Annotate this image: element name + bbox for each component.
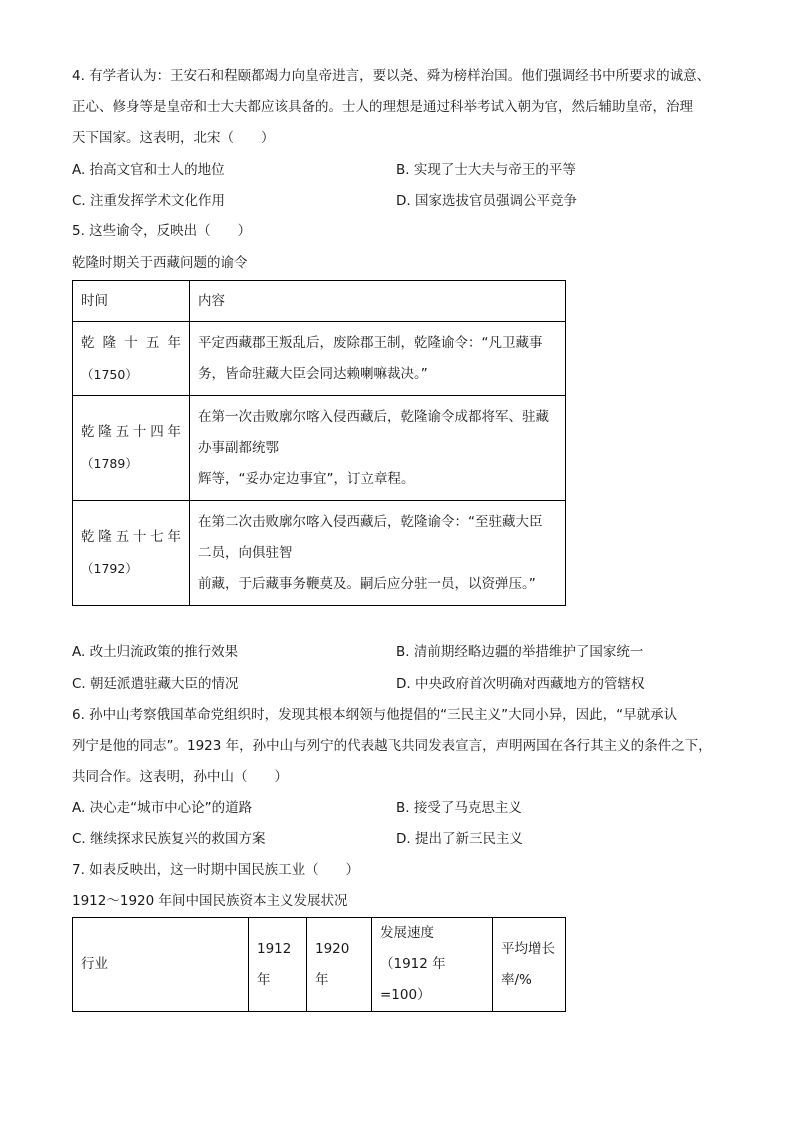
q5-table xyxy=(72,280,566,606)
row-content-line: 务，皆命驻藏大臣会同达赖喇嘛裁决。” xyxy=(198,365,428,382)
row-content-line: 在第二次击败廓尔喀入侵西藏后，乾隆谕令：“至驻藏大臣 xyxy=(198,513,543,530)
row-content-line: 前藏，于后藏事务鞭莫及。嗣后应分驻一员，以资弹压。” xyxy=(198,575,536,592)
table-row xyxy=(73,396,566,501)
row-content-line: 在第一次击败廓尔喀入侵西藏后，乾隆谕令成都将军、驻藏 xyxy=(198,408,549,425)
header-time: 时间 xyxy=(73,281,190,322)
header-speed xyxy=(372,918,493,1012)
header-industry: 行业 xyxy=(73,918,249,1012)
q6-option-c: C. 继续探求民族复兴的救国方案 xyxy=(72,831,266,847)
q6-option-b: B. 接受了马克思主义 xyxy=(396,800,522,816)
q4-line1: 4. 有学者认为：王安石和程颐都竭力向皇帝进言，要以尧、舜为榜样治国。他们强调经书中所要求的诚意、 xyxy=(72,68,711,84)
table-header-row xyxy=(73,918,566,1012)
q4-option-d: D. 国家选拔官员强调公平竞争 xyxy=(396,193,577,209)
q6-line1: 6. 孙中山考察俄国革命党组织时，发现其根本纲领与他提倡的“三民主义”大同小异，因此，“早就承认 xyxy=(72,707,678,723)
row-content-line: 办事副都统鄂 xyxy=(198,439,279,456)
q6-line3: 共同合作。这表明，孙中山（ ） xyxy=(72,769,288,785)
q6-option-a: A. 决心走“城市中心论”的道路 xyxy=(72,800,253,816)
table-row xyxy=(73,501,566,606)
q7-stem: 7. 如表反映出，这一时期中国民族工业（ ） xyxy=(72,862,360,878)
q7-table xyxy=(72,917,566,1012)
row-time: 乾隆五十七年 xyxy=(81,529,181,545)
header-1912 xyxy=(249,918,307,1012)
header-content: 内容 xyxy=(190,281,566,322)
q5-stem: 5. 这些谕令，反映出（ ） xyxy=(72,223,252,239)
row-content-line: 平定西藏郡王叛乱后，废除郡王制，乾隆谕令：“凡卫藏事 xyxy=(198,334,543,351)
row-year: （1789） xyxy=(81,456,138,471)
q5-table-caption: 乾隆时期关于西藏问题的谕令 xyxy=(72,255,248,271)
header-speed-line: （1912 年=100） xyxy=(380,956,446,1003)
header-growth-line: 平均增长 xyxy=(501,940,555,957)
row-year: （1750） xyxy=(81,366,138,382)
row-content-line: 辉等，“妥办定边事宜”，订立章程。 xyxy=(198,470,415,487)
table-header-row xyxy=(73,281,566,322)
header-1912-line: 1912 xyxy=(257,940,292,957)
header-growth xyxy=(493,918,566,1012)
q6-line2: 列宁是他的同志”。1923 年，孙中山与列宁的代表越飞共同发表宣言，声明两国在各行其主义的条件之下， xyxy=(72,738,712,754)
header-1920: 1920 年 xyxy=(307,918,372,1012)
q5-option-a: A. 改土归流政策的推行效果 xyxy=(72,644,239,660)
row-time: 乾隆十五年 xyxy=(81,334,181,351)
q5-option-c: C. 朝廷派遣驻藏大臣的情况 xyxy=(72,676,239,692)
q4-option-c: C. 注重发挥学术文化作用 xyxy=(72,193,226,209)
q7-table-caption: 1912～1920 年间中国民族资本主义发展状况 xyxy=(72,893,348,909)
row-content-line: 二员，向俱驻智 xyxy=(198,544,293,561)
header-growth-line: 率/% xyxy=(501,971,532,988)
q4-line3: 天下国家。这表明，北宋（ ） xyxy=(72,130,275,146)
table-row xyxy=(73,322,566,396)
q4-option-a: A. 抬高文官和士人的地位 xyxy=(72,162,225,178)
q4-option-b: B. 实现了士大夫与帝王的平等 xyxy=(396,162,576,178)
header-1912-line: 年 xyxy=(257,971,271,988)
row-year: （1792） xyxy=(81,561,138,576)
q5-option-d: D. 中央政府首次明确对西藏地方的管辖权 xyxy=(396,676,645,692)
q6-option-d: D. 提出了新三民主义 xyxy=(396,831,523,847)
q4-line2: 正心、修身等是皇帝和士大夫都应该具备的。士人的理想是通过科举考试入朝为官，然后辅助皇帝，治理 xyxy=(72,99,693,115)
row-time: 乾隆五十四年 xyxy=(81,424,181,440)
q5-option-b: B. 清前期经略边疆的举措维护了国家统一 xyxy=(396,644,644,660)
header-speed-line: 发展速度 xyxy=(380,925,434,941)
